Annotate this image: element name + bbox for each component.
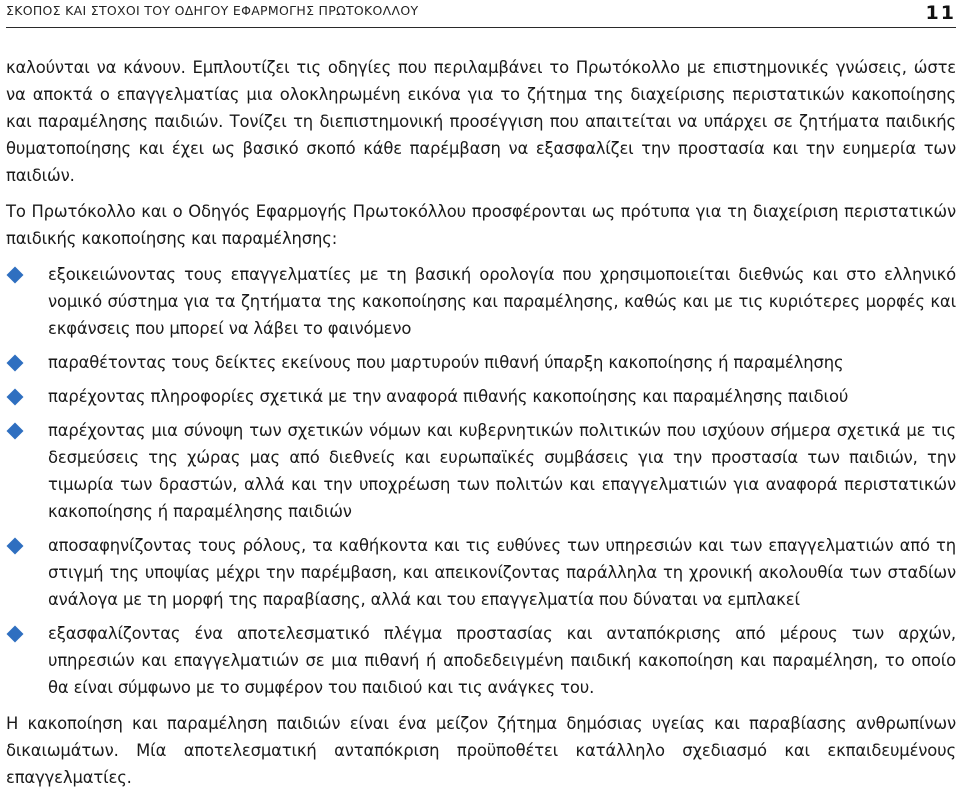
diamond-bullet-icon	[7, 267, 24, 284]
list-item-text: εξασφαλίζοντας ένα αποτελεσματικό πλέγμα προστασίας και ανταπόκρισης από μέρους των αρχών, υπηρεσιών και επαγγελματιών σε μια πιθανή ή αποδεδειγμένη παιδική κακοποίηση και παραμέληση, το οποίο θα είναι σύμφωνο με το συμφέρον του παιδιού και τις ανάγκες του.	[48, 624, 956, 697]
diamond-bullet-icon	[7, 538, 24, 555]
body-text	[6, 54, 956, 800]
diamond-bullet-icon	[7, 355, 24, 372]
page-header	[6, 0, 956, 30]
list-item-text: παρέχοντας μια σύνοψη των σχετικών νόμων και κυβερνητικών πολιτικών που ισχύουν σήμερα σχετικά με τις δεσμεύσεις της χώρας μας από διεθνείς και ευρωπαϊκές συμβάσεις για την προστασία των παιδιών, την τιμωρία των δραστών, αλλά και την υποχρέωση των πολιτών και επαγγελματιών για αναφορά περιστατικών κακοποίησης ή παραμέλησης παιδιών	[48, 421, 956, 521]
diamond-bullet-icon	[7, 389, 24, 406]
diamond-bullet-icon	[7, 626, 24, 643]
paragraph-protocol-purpose: Το Πρωτόκολλο και ο Οδηγός Εφαρμογής Πρωτοκόλλου προσφέρονται ως πρότυπα για τη διαχείριση περιστατικών παιδικής κακοποίησης και παραμέλησης:	[6, 202, 956, 248]
list-item	[6, 383, 956, 410]
list-item	[6, 349, 956, 376]
bullet-list	[6, 261, 956, 701]
diamond-bullet-icon	[7, 423, 24, 440]
list-item	[6, 532, 956, 613]
list-item-text: παραθέτοντας τους δείκτες εκείνους που μαρτυρούν πιθανή ύπαρξη κακοποίησης ή παραμέλησης	[48, 353, 844, 372]
list-item-text: εξοικειώνοντας τους επαγγελματίες με τη βασική ορολογία που χρησιμοποιείται διεθνώς και στο ελληνικό νομικό σύστημα για τα ζητήματα της κακοποίησης και παραμέλησης, καθώς και με τις κυριότερες μορφές και εκφάνσεις που μπορεί να λάβει το φαινόμενο	[48, 265, 956, 338]
list-item	[6, 417, 956, 525]
list-item-text: παρέχοντας πληροφορίες σχετικά με την αναφορά πιθανής κακοποίησης και παραμέλησης παιδιού	[48, 387, 849, 406]
paragraph-intro-continued: καλούνται να κάνουν. Εμπλουτίζει τις οδηγίες που περιλαμβάνει το Πρωτόκολλο με επιστημονικές γνώσεις, ώστε να αποκτά ο επαγγελματίας μια ολοκληρωμένη εικόνα για το ζήτημα της διαχείρισης περιστατικών κακοποίησης και παραμέλησης παιδιών. Τονίζει τη διεπιστημονική προσέγγιση που απαιτείται να υπάρχει σε ζητήματα παιδικής θυματοποίησης και έχει ως βασικό σκοπό κάθε παρέμβαση να εξασφαλίζει την προστασία και την ευημερία των παιδιών.	[6, 58, 956, 185]
running-title: ΣΚΟΠΟΣ ΚΑΙ ΣΤΟΧΟΙ ΤΟΥ ΟΔΗΓΟΥ ΕΦΑΡΜΟΓΗΣ ΠΡΩΤΟΚΟΛΛΟΥ	[6, 3, 419, 18]
list-item	[6, 261, 956, 342]
page-number: 11	[925, 2, 956, 24]
paragraph-closing: Η κακοποίηση και παραμέληση παιδιών είναι ένα μείζον ζήτημα δημόσιας υγείας και παραβίασης ανθρωπίνων δικαιωμάτων. Μία αποτελεσματική ανταπόκριση προϋποθέτει κατάλληλο σχεδιασμό και εκπαιδευμένους επαγγελματίες.	[6, 714, 956, 787]
list-item-text: αποσαφηνίζοντας τους ρόλους, τα καθήκοντα και τις ευθύνες των υπηρεσιών και των επαγγελματιών από τη στιγμή της υποψίας μέχρι την παρέμβαση, και απεικονίζοντας παράλληλα τη χρονική ακολουθία των σταδίων ανάλογα με τη μορφή της παραβίασης, αλλά και του επαγγελματία που δύναται να εμπλακεί	[48, 536, 956, 609]
list-item	[6, 620, 956, 701]
header-rule	[6, 27, 956, 28]
